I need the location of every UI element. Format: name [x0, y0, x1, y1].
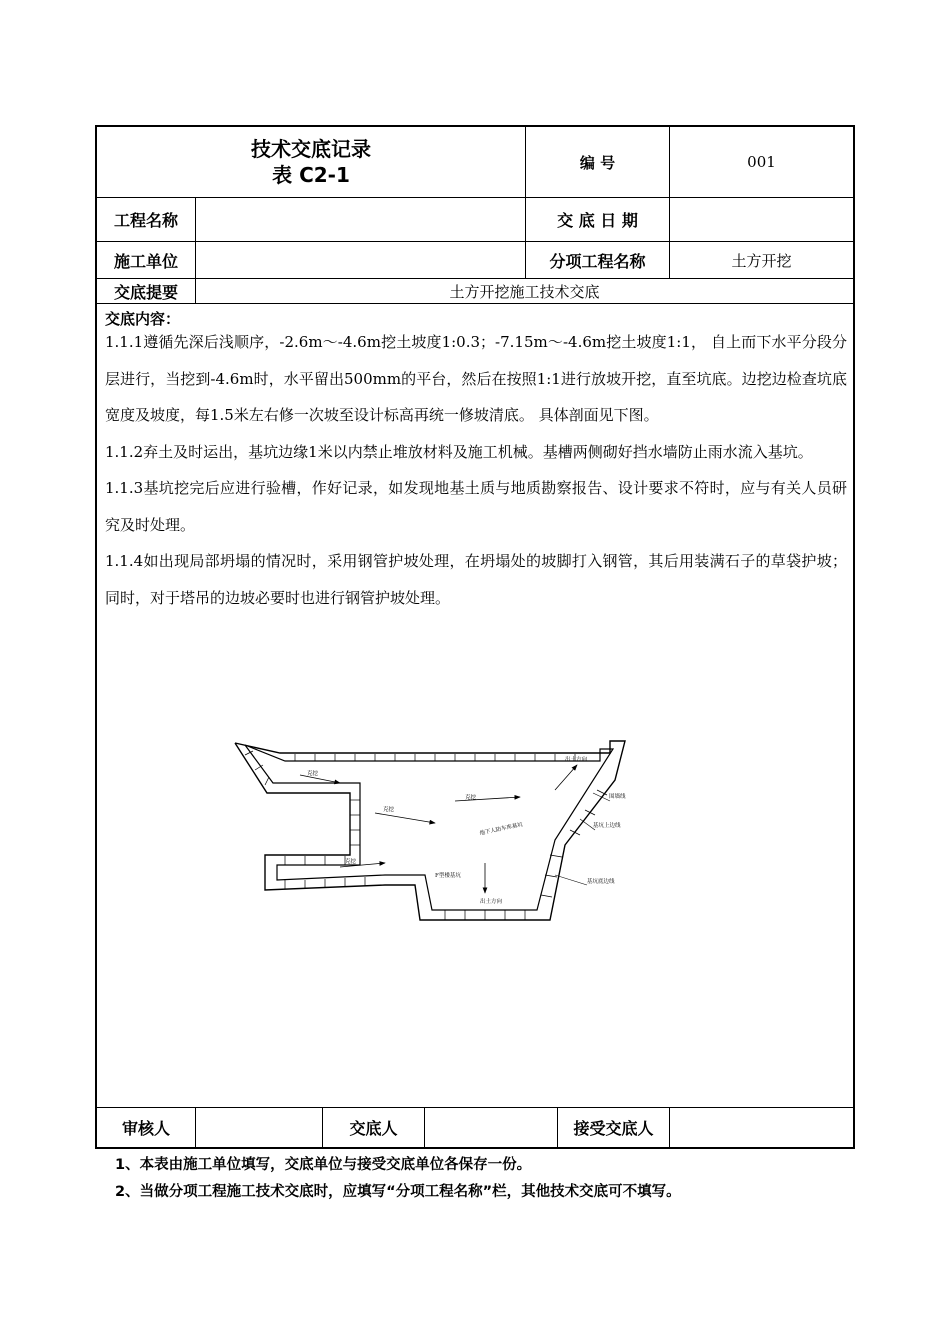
reviewer-label: 审核人 — [121, 1119, 170, 1138]
number-label: 编 号 — [579, 153, 616, 172]
exit-arrow-top — [555, 765, 577, 790]
note-2: 2、当做分项工程施工技术交底时，应填写“分项工程名称”栏，其他技术交底可不填写。 — [115, 1184, 681, 1200]
content-paragraph-4: 1.1.4如出现局部坍塌的情况时，采用钢管护坡处理，在坍塌处的坡脚打入钢管，其后用装满石子的草袋护坡；同时，对于塔吊的边坡必要时也进行钢管护坡处理。 — [105, 552, 847, 607]
label-side-3: 基坑底边线 — [587, 879, 615, 885]
label-exit-bottom: 出土方向 — [480, 899, 503, 905]
dig-arrow-a — [300, 775, 340, 783]
pit-inner-edge — [245, 745, 613, 910]
form-notes — [115, 1152, 681, 1206]
unit-label: 施工单位 — [113, 251, 178, 271]
form-title-block — [97, 127, 525, 197]
note-1: 1、本表由施工单位填写，交底单位与接受交底单位各保存一份。 — [115, 1157, 532, 1173]
label-exit-top: 出土方向 — [565, 757, 588, 763]
label-side-1: 围墙线 — [609, 794, 626, 800]
project-name-value[interactable] — [196, 198, 525, 241]
summary-label: 交底提要 — [113, 282, 178, 302]
date-label: 交 底 日 期 — [557, 211, 638, 230]
dig-arrow-b — [375, 813, 435, 823]
label-dig-b: 克挖 — [383, 807, 395, 813]
label-dig-c: 克挖 — [465, 795, 477, 801]
excavation-plan-diagram — [225, 735, 645, 930]
label-side-2: 基坑上边线 — [593, 823, 621, 829]
label-pit-note: F型楼基坑 — [435, 873, 461, 879]
sub-project-label: 分项工程名称 — [549, 251, 646, 271]
slope-hatching — [245, 751, 607, 920]
label-dig-d: 克挖 — [345, 859, 357, 865]
discloser-label: 交底人 — [349, 1119, 398, 1138]
summary-value[interactable]: 土方开挖施工技术交底 — [449, 282, 600, 301]
reviewer-value[interactable] — [196, 1108, 322, 1147]
sub-project-value[interactable]: 土方开挖 — [731, 251, 792, 270]
receiver-value[interactable] — [670, 1108, 853, 1147]
discloser-value[interactable] — [425, 1108, 557, 1147]
project-name-label: 工程名称 — [113, 211, 178, 230]
rule-row3-bottom — [96, 303, 854, 304]
content-paragraph-3: 1.1.3基坑挖完后应进行验槽，作好记录，如发现地基土质与地质勘察报告、设计要求不符时，应与有关人员研究及时处理。 — [105, 479, 847, 534]
form-code: 表 C2-1 — [272, 163, 350, 187]
label-dig-a: 克挖 — [307, 771, 319, 777]
content-body — [105, 324, 847, 616]
content-paragraph-1: 1.1.1遵循先深后浅顺序，-2.6m～-4.6m挖土坡度1:0.3；-7.15m～-4.6m挖土坡度1:1， 自上而下水平分段分层进行，当挖到-4.6m时，水平留出500mm的平台，然后在按照1:1进行放坡开挖，直至坑底。边挖边检查坑底宽度及坡度，每1.5米左右修一次坡至设计标高再统一修坡清底。 具体剖面见下图。 — [105, 333, 847, 424]
content-label: 交底内容： — [105, 310, 181, 328]
content-paragraph-2: 1.1.2弃土及时运出，基坑边缘1米以内禁止堆放材料及施工机械。基槽两侧砌好挡水墙防止雨水流入基坑。 — [105, 442, 813, 461]
pit-outer-edge — [235, 741, 625, 920]
receiver-label: 接受交底人 — [573, 1119, 654, 1138]
date-value[interactable] — [670, 198, 853, 241]
label-inner-note: 地下人防车库基坑 — [479, 821, 524, 837]
unit-value[interactable] — [196, 242, 525, 278]
form-title: 技术交底记录 — [251, 137, 371, 161]
number-value[interactable]: 001 — [747, 153, 776, 171]
